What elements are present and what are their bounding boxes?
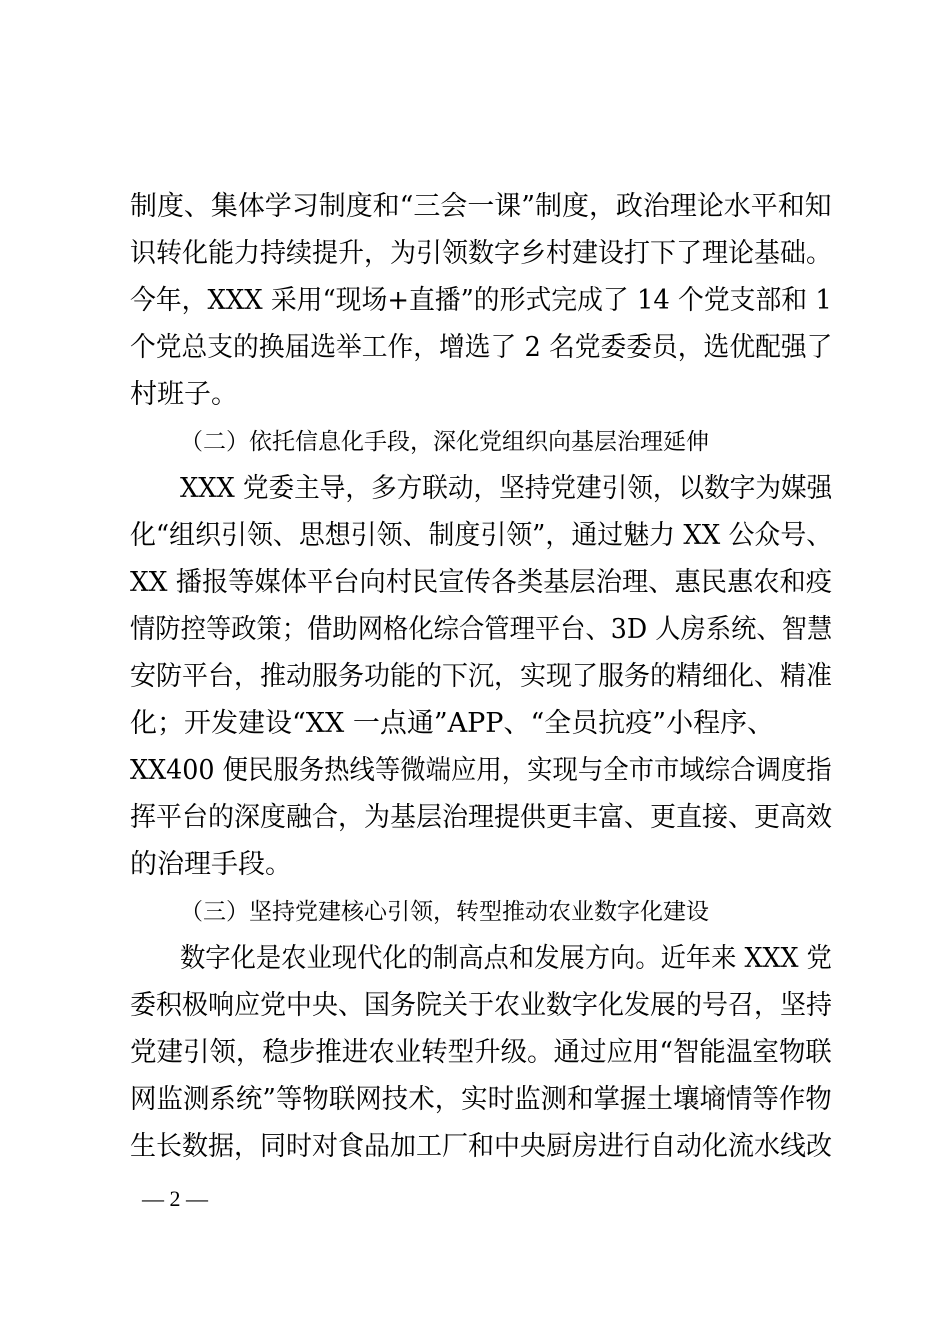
section-2-line-8: 挥平台的深度融合，为基层治理提供更丰富、更直接、更高效 (130, 802, 833, 833)
paragraph-1-line-3: 今年，XXX 采用“现场+直播”的形式完成了 14 个党支部和 1 (130, 285, 832, 316)
section-2-line-9: 的治理手段。 (130, 849, 292, 880)
section-3-line-4: 网监测系统”等物联网技术，实时监测和掌握土壤墒情等作物 (130, 1084, 832, 1115)
section-3-line-3: 党建引领，稳步推进农业转型升级。通过应用“智能温室物联 (130, 1037, 832, 1068)
paragraph-1-line-1: 制度、集体学习制度和“三会一课”制度，政治理论水平和知 (130, 191, 832, 222)
section-2-line-5: 安防平台，推动服务功能的下沉，实现了服务的精细化、精准 (130, 661, 833, 692)
section-2-heading: （二）依托信息化手段，深化党组织向基层治理延伸 (180, 429, 709, 455)
section-3-line-1: 数字化是农业现代化的制高点和发展方向。近年来 XXX 党 (180, 943, 832, 974)
section-3-heading: （三）坚持党建核心引领，转型推动农业数字化建设 (180, 899, 709, 925)
paragraph-1-line-4: 个党总支的换届选举工作，增选了 2 名党委委员，选优配强了 (130, 332, 833, 363)
section-3-line-2: 委积极响应党中央、国务院关于农业数字化发展的号召，坚持 (130, 990, 833, 1021)
section-2-line-1: XXX 党委主导，多方联动，坚持党建引领，以数字为媒强 (180, 473, 833, 504)
section-2-line-4: 情防控等政策；借助网格化综合管理平台、3D 人房系统、智慧 (130, 614, 833, 645)
section-2-line-6: 化；开发建设“XX 一点通”APP、“全员抗疫”小程序、 (130, 708, 775, 739)
paragraph-1-line-2: 识转化能力持续提升，为引领数字乡村建设打下了理论基础。 (130, 238, 833, 269)
section-2-line-7: XX400 便民服务热线等微端应用，实现与全市市域综合调度指 (130, 755, 832, 786)
section-2-line-3: XX 播报等媒体平台向村民宣传各类基层治理、惠民惠农和疫 (130, 567, 833, 598)
page-number: — 2 — (142, 1186, 208, 1211)
section-2-line-2: 化“组织引领、思想引领、制度引领”，通过魅力 XX 公众号、 (130, 520, 833, 551)
section-3-line-5: 生长数据，同时对食品加工厂和中央厨房进行自动化流水线改 (130, 1131, 833, 1162)
paragraph-1-line-5: 村班子。 (130, 379, 238, 410)
